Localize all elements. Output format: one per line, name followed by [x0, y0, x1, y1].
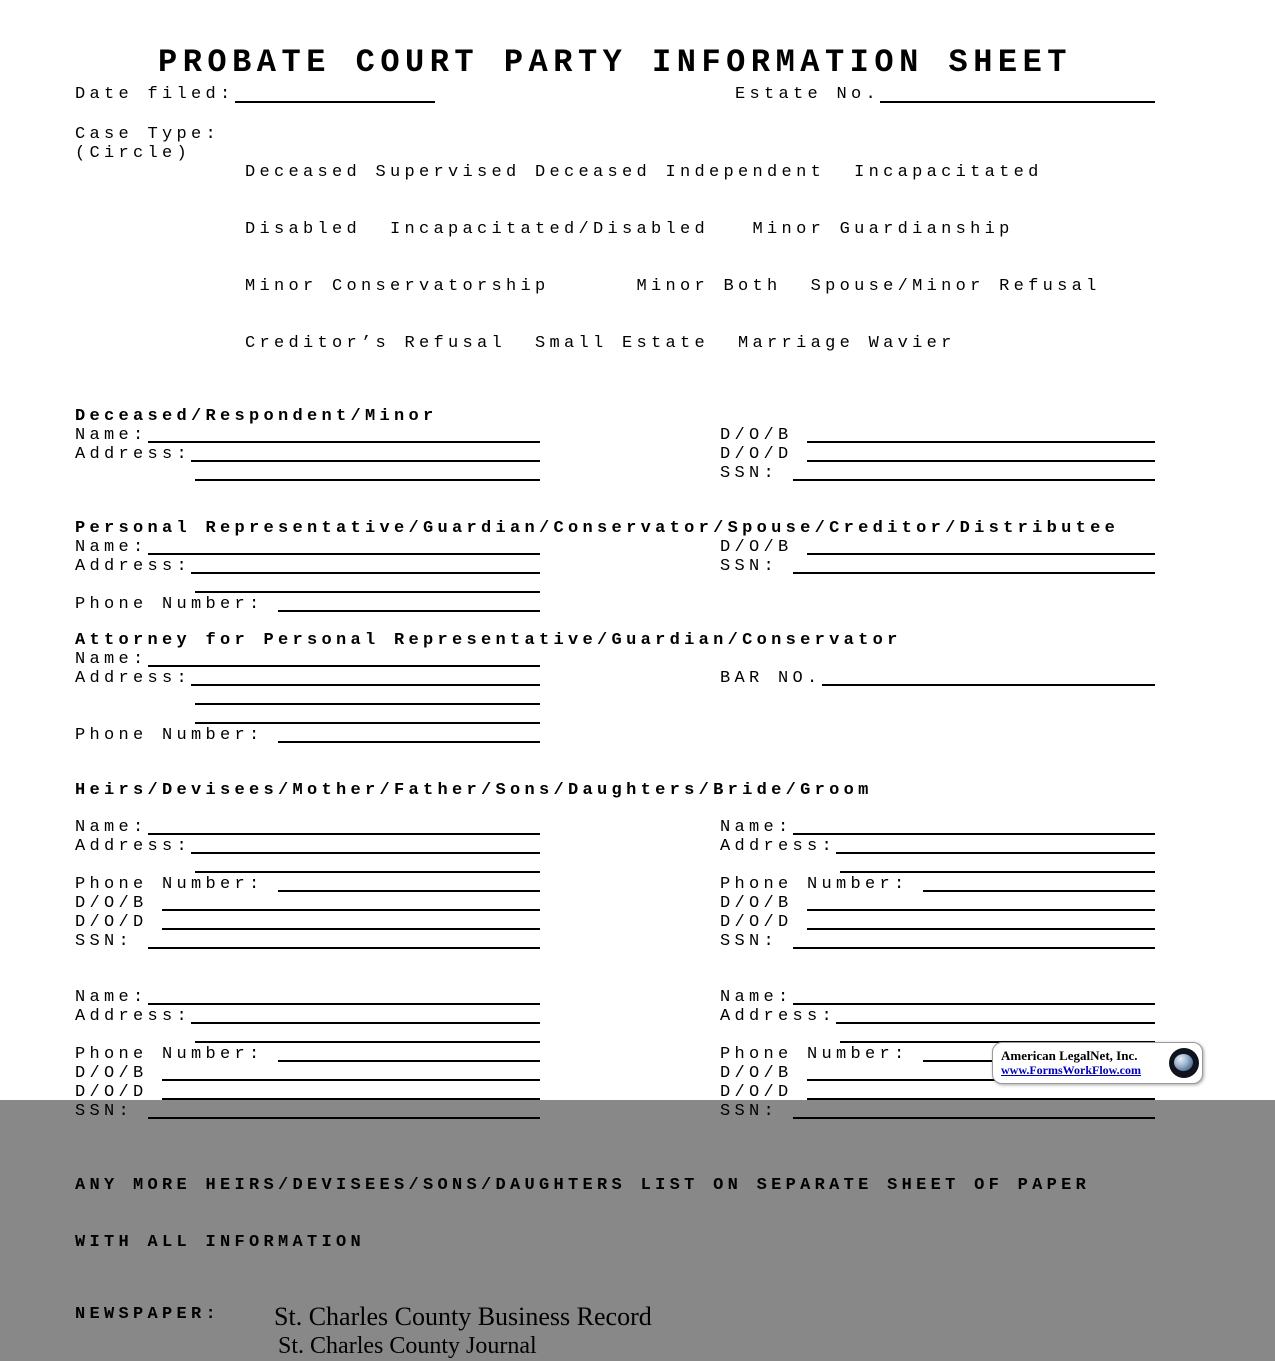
dob-field — [720, 894, 1155, 913]
name-field — [720, 988, 1155, 1007]
case-type-options-line-1: Deceased Supervised Deceased Independent Incapacitated — [245, 163, 1043, 182]
dob-label: D/O/B — [720, 894, 808, 913]
dob-field — [720, 426, 1155, 445]
name-field — [75, 426, 540, 445]
dod-label: D/O/D — [75, 1083, 163, 1102]
heir-block — [720, 818, 1155, 951]
name-field — [75, 988, 540, 1007]
estate-no-line — [880, 84, 1155, 103]
address-field-2 — [720, 856, 1155, 875]
address-field — [75, 445, 540, 464]
dob-field — [75, 1064, 540, 1083]
address-line-2 — [195, 688, 540, 705]
case-type-options-line-4: Creditor’s Refusal Small Estate Marriage Wavier — [245, 334, 956, 353]
ssn-field — [720, 1102, 1155, 1121]
phone-line — [278, 1045, 540, 1062]
bar-no-line — [822, 669, 1155, 686]
case-type-options-line-2: Disabled Incapacitated/Disabled Minor Guardianship — [245, 220, 1014, 239]
address-label: Address: — [75, 445, 192, 464]
newspaper-list — [274, 1302, 652, 1361]
phone-label: Phone Number: — [75, 595, 279, 614]
ssn-label: SSN: — [720, 464, 793, 483]
dod-field — [720, 445, 1155, 464]
address-line-2 — [840, 856, 1155, 873]
date-filed-label: Date filed: — [75, 85, 235, 104]
address-field-2 — [75, 688, 540, 707]
name-line — [148, 538, 540, 555]
phone-field — [75, 726, 540, 745]
name-line — [148, 818, 540, 835]
dod-line — [807, 1083, 1155, 1100]
phone-line — [278, 595, 540, 612]
ssn-label: SSN: — [720, 932, 793, 951]
address-field — [720, 1007, 1155, 1026]
legalnet-website-link[interactable]: www.FormsWorkFlow.com — [1001, 1063, 1141, 1077]
phone-line — [923, 875, 1155, 892]
legalnet-badge — [992, 1042, 1203, 1084]
dod-label: D/O/D — [720, 445, 808, 464]
address-line — [836, 837, 1155, 854]
dod-label: D/O/D — [720, 1083, 808, 1102]
dod-field — [75, 913, 540, 932]
dod-field — [720, 913, 1155, 932]
address-label: Address: — [720, 1007, 837, 1026]
ssn-line — [793, 1102, 1155, 1119]
address-field-3 — [75, 707, 540, 726]
name-label: Name: — [720, 988, 793, 1007]
dob-label: D/O/B — [75, 894, 163, 913]
address-field — [75, 669, 540, 688]
dob-field — [720, 538, 1155, 557]
dob-line — [807, 538, 1155, 555]
address-field-2 — [75, 464, 540, 483]
name-label: Name: — [75, 538, 148, 557]
case-type-circle-label: (Circle) — [75, 144, 192, 163]
name-label: Name: — [75, 426, 148, 445]
address-line-2 — [195, 464, 540, 481]
name-label: Name: — [720, 818, 793, 837]
address-line-2 — [195, 576, 540, 593]
address-label: Address: — [75, 557, 192, 576]
ssn-line — [793, 464, 1155, 481]
ssn-label: SSN: — [720, 1102, 793, 1121]
phone-label: Phone Number: — [720, 875, 924, 894]
date-filed-field — [75, 84, 435, 105]
section-personal-rep-heading: Personal Representative/Guardian/Conservator/Spouse/Creditor/Distributee — [75, 519, 1120, 538]
phone-field — [75, 875, 540, 894]
date-filed-line — [235, 84, 435, 103]
section-heirs-heading: Heirs/Devisees/Mother/Father/Sons/Daughters/Bride/Groom — [75, 781, 873, 800]
name-line — [793, 818, 1155, 835]
address-line — [191, 669, 540, 686]
address-label: Address: — [75, 1007, 192, 1026]
name-line — [148, 988, 540, 1005]
dob-label: D/O/B — [720, 1064, 808, 1083]
section-attorney-heading: Attorney for Personal Representative/Guardian/Conservator — [75, 631, 902, 650]
case-type-options-line-3: Minor Conservatorship Minor Both Spouse/Minor Refusal — [245, 277, 1101, 296]
address-line — [191, 445, 540, 462]
address-line-2 — [195, 856, 540, 873]
phone-label: Phone Number: — [75, 875, 279, 894]
ssn-line — [148, 932, 540, 949]
address-line — [191, 1007, 540, 1024]
address-line-3 — [195, 707, 540, 724]
ssn-field — [720, 464, 1155, 483]
address-field — [720, 837, 1155, 856]
ssn-line — [793, 557, 1155, 574]
ssn-line — [793, 932, 1155, 949]
phone-label: Phone Number: — [75, 1045, 279, 1064]
phone-label: Phone Number: — [75, 726, 279, 745]
case-type-block — [75, 125, 1155, 391]
ssn-line — [148, 1102, 540, 1119]
dod-label: D/O/D — [75, 913, 163, 932]
legalnet-text — [1001, 1049, 1169, 1077]
dod-line — [162, 913, 540, 930]
address-field — [75, 837, 540, 856]
header-row — [75, 84, 1155, 105]
name-line — [148, 650, 540, 667]
newspaper-option: St. Charles County Business Record — [274, 1302, 652, 1331]
dob-line — [162, 1064, 540, 1081]
phone-field — [75, 1045, 540, 1064]
bar-no-field — [720, 669, 1155, 688]
address-field-2 — [75, 576, 540, 595]
address-line — [191, 557, 540, 574]
newspaper-block — [75, 1302, 1155, 1361]
section-attorney — [75, 631, 1155, 745]
name-line — [148, 426, 540, 443]
phone-field — [75, 595, 540, 614]
address-line — [836, 1007, 1155, 1024]
name-label: Name: — [75, 818, 148, 837]
section-deceased — [75, 407, 1155, 483]
phone-line — [278, 726, 540, 743]
newspaper-label: NEWSPAPER: — [75, 1305, 221, 1324]
heirs-row-1 — [75, 818, 1155, 951]
dob-label: D/O/B — [720, 426, 808, 445]
name-label: Name: — [75, 988, 148, 1007]
more-heirs-note — [75, 1138, 1155, 1290]
form-content — [75, 0, 1155, 1361]
heir-block — [75, 818, 540, 951]
name-line — [793, 988, 1155, 1005]
phone-line — [278, 875, 540, 892]
address-label: Address: — [720, 837, 837, 856]
address-line-2 — [195, 1026, 540, 1043]
ssn-field — [720, 932, 1155, 951]
address-label: Address: — [75, 669, 192, 688]
address-field — [75, 557, 540, 576]
name-field — [75, 818, 540, 837]
form-title: PROBATE COURT PARTY INFORMATION SHEET — [157, 44, 1072, 81]
dod-label: D/O/D — [720, 913, 808, 932]
ssn-label: SSN: — [720, 557, 793, 576]
legalnet-company: American LegalNet, Inc. — [1001, 1048, 1138, 1063]
dod-line — [807, 445, 1155, 462]
dob-label: D/O/B — [720, 538, 808, 557]
dod-field — [720, 1083, 1155, 1102]
ssn-field — [720, 557, 1155, 576]
newspaper-option: St. Charles County Journal — [278, 1333, 537, 1359]
dob-label: D/O/B — [75, 1064, 163, 1083]
spacer — [720, 650, 1155, 669]
dob-field — [75, 894, 540, 913]
ssn-label: SSN: — [75, 1102, 148, 1121]
phone-field — [720, 875, 1155, 894]
name-field — [75, 538, 540, 557]
heir-block — [75, 988, 540, 1121]
more-heirs-note-line-2: WITH ALL INFORMATION — [75, 1233, 366, 1252]
dod-line — [807, 913, 1155, 930]
ssn-label: SSN: — [75, 932, 148, 951]
address-field — [75, 1007, 540, 1026]
ssn-field — [75, 1102, 540, 1121]
estate-no-label: Estate No. — [735, 85, 881, 104]
dod-field — [75, 1083, 540, 1102]
name-label: Name: — [75, 650, 148, 669]
name-field — [720, 818, 1155, 837]
address-line — [191, 837, 540, 854]
case-type-label: Case Type: — [75, 125, 221, 144]
dob-line — [807, 426, 1155, 443]
ssn-field — [75, 932, 540, 951]
name-field — [75, 650, 540, 669]
phone-label: Phone Number: — [720, 1045, 924, 1064]
more-heirs-note-line-1: ANY MORE HEIRS/DEVISEES/SONS/DAUGHTERS LIST ON SEPARATE SHEET OF PAPER — [75, 1176, 1091, 1195]
case-type-labels — [75, 125, 245, 391]
address-field-2 — [75, 856, 540, 875]
section-deceased-heading: Deceased/Respondent/Minor — [75, 407, 438, 426]
bar-no-label: BAR NO. — [720, 669, 822, 688]
address-field-2 — [75, 1026, 540, 1045]
dod-line — [162, 1083, 540, 1100]
address-label: Address: — [75, 837, 192, 856]
estate-no-field — [735, 84, 1155, 105]
address-line-2 — [840, 1026, 1155, 1043]
dob-line — [162, 894, 540, 911]
dob-line — [807, 894, 1155, 911]
case-type-options — [245, 125, 1101, 391]
globe-icon — [1169, 1048, 1199, 1078]
section-personal-rep — [75, 519, 1155, 614]
